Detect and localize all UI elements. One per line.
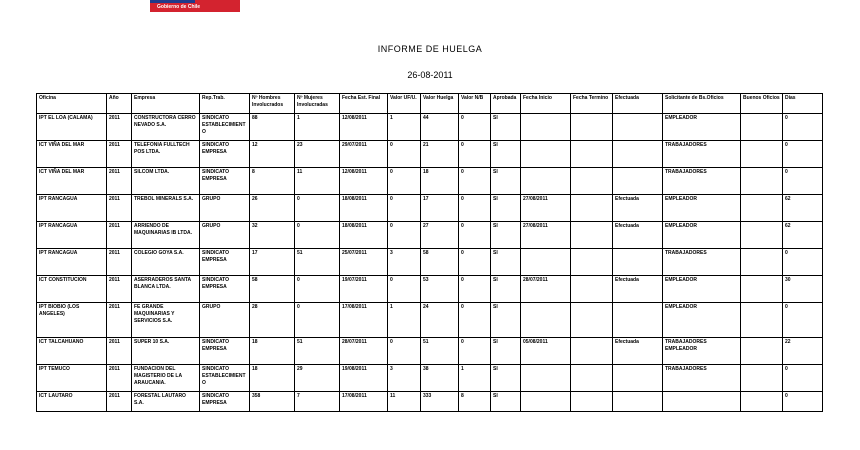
table-cell: 27/08/2011 — [521, 222, 571, 249]
table-cell: GRUPO — [200, 222, 250, 249]
table-cell: 3 — [388, 249, 421, 276]
table-cell — [521, 114, 571, 141]
table-cell: 8 — [459, 392, 491, 412]
table-cell: IPT RANCAGUA — [37, 249, 107, 276]
table-cell — [571, 195, 613, 222]
table-cell — [571, 392, 613, 412]
table-cell: SILCOM LTDA. — [132, 168, 200, 195]
table-cell: 2011 — [107, 303, 132, 338]
table-cell: TRABAJADORES — [663, 168, 741, 195]
table-cell — [571, 276, 613, 303]
table-cell: 17 — [421, 195, 459, 222]
table-row — [37, 168, 823, 195]
table-cell: 28/07/2011 — [521, 276, 571, 303]
column-header: Días — [783, 94, 823, 114]
table-cell: 2011 — [107, 249, 132, 276]
table-cell: ICT LAUTARO — [37, 392, 107, 412]
table-cell: 19/08/2011 — [340, 365, 388, 392]
table-cell: SINDICATO ESTABLECIMIENTO — [200, 114, 250, 141]
column-header: Nº Mujeres Involucradas — [295, 94, 340, 114]
table-cell: 17/08/2011 — [340, 303, 388, 338]
table-cell: 18/08/2011 — [340, 222, 388, 249]
table-cell: IPT BIOBIO (LOS ANGELES) — [37, 303, 107, 338]
column-header: Fecha Termino — [571, 94, 613, 114]
table-cell — [741, 141, 783, 168]
table-cell: 58 — [421, 249, 459, 276]
table-cell: 11 — [295, 168, 340, 195]
table-cell: 28/07/2011 — [340, 338, 388, 365]
table-cell: 12/08/2011 — [340, 168, 388, 195]
table-cell: 19/07/2011 — [340, 276, 388, 303]
table-cell — [571, 168, 613, 195]
table-cell: TELEFONIA FULLTECH POS LTDA. — [132, 141, 200, 168]
table-row — [37, 303, 823, 338]
table-cell: IPT RANCAGUA — [37, 195, 107, 222]
table-cell: SINDICATO ESTABLECIMIENTO — [200, 365, 250, 392]
table-cell: 44 — [421, 114, 459, 141]
table-cell: TRABAJADORES — [663, 141, 741, 168]
table-cell: 0 — [783, 303, 823, 338]
table-cell: 26 — [250, 195, 295, 222]
table-cell: SI — [491, 222, 521, 249]
table-cell: SI — [491, 365, 521, 392]
table-cell — [741, 338, 783, 365]
logo-text: Gobierno de Chile — [150, 3, 240, 12]
table-row — [37, 338, 823, 365]
table-cell — [741, 249, 783, 276]
column-header: Año — [107, 94, 132, 114]
table-row — [37, 249, 823, 276]
table-cell: 7 — [295, 392, 340, 412]
table-cell — [571, 303, 613, 338]
table-cell: 2011 — [107, 276, 132, 303]
table-cell — [571, 365, 613, 392]
table-cell — [571, 114, 613, 141]
table-cell: 0 — [388, 195, 421, 222]
table-row — [37, 222, 823, 249]
table-cell: 2011 — [107, 168, 132, 195]
table-cell: 30 — [783, 276, 823, 303]
table-cell: 0 — [295, 303, 340, 338]
logo-red-block — [195, 0, 240, 3]
table-cell: 2011 — [107, 222, 132, 249]
table-cell: 11 — [388, 392, 421, 412]
table-cell: EMPLEADOR — [663, 114, 741, 141]
table-cell: ASERRADEROS SANTA BLANCA LTDA. — [132, 276, 200, 303]
column-header: Efectuada — [613, 94, 663, 114]
table-cell: SI — [491, 276, 521, 303]
table-cell: IPT RANCAGUA — [37, 222, 107, 249]
table-cell: SUPER 10 S.A. — [132, 338, 200, 365]
report-title: INFORME DE HUELGA — [377, 44, 483, 54]
table-cell — [613, 249, 663, 276]
table-cell: 358 — [250, 392, 295, 412]
table-cell: 2011 — [107, 114, 132, 141]
table-cell — [741, 195, 783, 222]
table-cell: SINDICATO EMPRESA — [200, 392, 250, 412]
table-cell: FUNDACION DEL MAGISTERIO DE LA ARAUCANIA. — [132, 365, 200, 392]
table-cell: SI — [491, 338, 521, 365]
table-cell: 0 — [459, 222, 491, 249]
table-cell: 0 — [459, 195, 491, 222]
table-cell: 18 — [250, 365, 295, 392]
table-cell: 27/08/2011 — [521, 195, 571, 222]
table-cell: 0 — [459, 168, 491, 195]
table-cell: 0 — [783, 168, 823, 195]
table-cell: 0 — [459, 303, 491, 338]
gobierno-logo — [150, 0, 240, 12]
table-cell: 0 — [459, 249, 491, 276]
table-cell — [741, 168, 783, 195]
table-cell: SI — [491, 303, 521, 338]
table-cell: 1 — [295, 114, 340, 141]
table-cell: 8 — [250, 168, 295, 195]
table-cell — [521, 303, 571, 338]
table-cell — [741, 222, 783, 249]
table-cell: Efectuada — [613, 222, 663, 249]
table-cell: EMPLEADOR — [663, 303, 741, 338]
table-cell: 29 — [295, 365, 340, 392]
table-cell: 17 — [250, 249, 295, 276]
table-cell: Efectuada — [613, 276, 663, 303]
table-cell: 2011 — [107, 392, 132, 412]
table-cell: SI — [491, 195, 521, 222]
table-cell: SI — [491, 141, 521, 168]
table-cell: 23 — [295, 141, 340, 168]
table-row — [37, 276, 823, 303]
table-cell — [613, 392, 663, 412]
table-cell: ICT VIÑA DEL MAR — [37, 168, 107, 195]
table-cell: 333 — [421, 392, 459, 412]
table-row — [37, 392, 823, 412]
column-header: Aprobada — [491, 94, 521, 114]
table-cell: SINDICATO EMPRESA — [200, 141, 250, 168]
table-cell: 2011 — [107, 141, 132, 168]
table-cell — [741, 276, 783, 303]
table-cell: SI — [491, 114, 521, 141]
column-header: Solicitante de Bs.Oficios — [663, 94, 741, 114]
table-row — [37, 195, 823, 222]
table-cell: TRABAJADORES — [663, 249, 741, 276]
table-cell: 32 — [250, 222, 295, 249]
table-cell: COLEGIO GOYA S.A. — [132, 249, 200, 276]
table-cell: ICT TALCAHUANO — [37, 338, 107, 365]
table-cell: 1 — [388, 114, 421, 141]
column-header: Buenos Oficios — [741, 94, 783, 114]
table-cell: 0 — [388, 168, 421, 195]
table-cell — [663, 392, 741, 412]
table-cell: FE GRANDE MAQUINARIAS Y SERVICIOS S.A. — [132, 303, 200, 338]
table-cell — [521, 365, 571, 392]
table-cell: GRUPO — [200, 303, 250, 338]
table-cell: 51 — [295, 338, 340, 365]
table-cell: CONSTRUCTORA CERRO NEVADO S.A. — [132, 114, 200, 141]
table-cell: SI — [491, 392, 521, 412]
table-cell: FORESTAL LAUTARO S.A. — [132, 392, 200, 412]
column-header: Nº Hombres Involucrados — [250, 94, 295, 114]
table-cell: 2011 — [107, 195, 132, 222]
table-cell: SINDICATO EMPRESA — [200, 249, 250, 276]
table-cell: 12/08/2011 — [340, 114, 388, 141]
table-header-row — [37, 94, 823, 114]
table-cell: 18 — [421, 168, 459, 195]
table-cell: 12 — [250, 141, 295, 168]
table-cell — [613, 168, 663, 195]
table-cell: 17/08/2011 — [340, 392, 388, 412]
table-cell — [741, 114, 783, 141]
table-cell — [741, 303, 783, 338]
table-cell: TRABAJADORES — [663, 365, 741, 392]
table-cell — [521, 249, 571, 276]
table-cell: 0 — [388, 141, 421, 168]
table-cell: 0 — [388, 338, 421, 365]
column-header: Valor N/B — [459, 94, 491, 114]
table-cell — [741, 365, 783, 392]
report-date: 26-08-2011 — [407, 70, 453, 80]
table-row — [37, 365, 823, 392]
table-cell: 24 — [421, 303, 459, 338]
table-cell: 62 — [783, 195, 823, 222]
table-cell: IPT EL LOA (CALAMA) — [37, 114, 107, 141]
table-cell: 28 — [250, 303, 295, 338]
table-cell: 0 — [388, 222, 421, 249]
table-row — [37, 141, 823, 168]
table-cell — [571, 141, 613, 168]
table-cell: TREBOL MINERALS S.A. — [132, 195, 200, 222]
column-header: Fecha Est. Final — [340, 94, 388, 114]
table-cell — [741, 392, 783, 412]
table-cell: IPT TEMUCO — [37, 365, 107, 392]
table-cell: EMPLEADOR — [663, 195, 741, 222]
table-cell: 0 — [295, 195, 340, 222]
table-cell: EMPLEADOR — [663, 222, 741, 249]
table-cell: SINDICATO EMPRESA — [200, 338, 250, 365]
table-cell: 53 — [421, 276, 459, 303]
table-cell — [613, 303, 663, 338]
table-cell — [571, 338, 613, 365]
table-cell: 1 — [388, 303, 421, 338]
column-header: Oficina — [37, 94, 107, 114]
table-cell — [521, 392, 571, 412]
table-cell: 58 — [250, 276, 295, 303]
table-row — [37, 114, 823, 141]
table-cell: GRUPO — [200, 195, 250, 222]
table-cell — [613, 365, 663, 392]
table-cell: 51 — [421, 338, 459, 365]
table-cell: SINDICATO EMPRESA — [200, 168, 250, 195]
table-cell — [571, 249, 613, 276]
table-cell: 0 — [295, 276, 340, 303]
table-cell: 27 — [421, 222, 459, 249]
table-cell: 38 — [421, 365, 459, 392]
table-cell: 0 — [459, 114, 491, 141]
strike-report-table — [36, 93, 823, 412]
table-cell: 29/07/2011 — [340, 141, 388, 168]
table-cell: SINDICATO EMPRESA — [200, 276, 250, 303]
table-cell: 22 — [783, 338, 823, 365]
column-header: Rep.Trab. — [200, 94, 250, 114]
table-cell: 2011 — [107, 338, 132, 365]
table-cell: 18 — [250, 338, 295, 365]
table-cell: 88 — [250, 114, 295, 141]
column-header: Empresa — [132, 94, 200, 114]
table-cell — [521, 141, 571, 168]
table-cell — [571, 222, 613, 249]
table-cell: ICT CONSTITUCION — [37, 276, 107, 303]
table-cell: 0 — [459, 141, 491, 168]
table-cell: 62 — [783, 222, 823, 249]
table-cell: 18/08/2011 — [340, 195, 388, 222]
table-cell: 3 — [388, 365, 421, 392]
column-header: Fecha Inicio — [521, 94, 571, 114]
table-cell — [613, 141, 663, 168]
table-cell: 25/07/2011 — [340, 249, 388, 276]
table-cell: 21 — [421, 141, 459, 168]
table-cell — [521, 168, 571, 195]
table-cell: TRABAJADORES EMPLEADOR — [663, 338, 741, 365]
table-cell: 0 — [783, 249, 823, 276]
table-cell — [613, 114, 663, 141]
table-cell: 0 — [459, 338, 491, 365]
table-cell: SI — [491, 168, 521, 195]
table-cell: 0 — [783, 141, 823, 168]
table-cell: EMPLEADOR — [663, 276, 741, 303]
table-cell: 0 — [388, 276, 421, 303]
table-cell: Efectuada — [613, 338, 663, 365]
table-cell: 0 — [783, 365, 823, 392]
table-cell: 2011 — [107, 365, 132, 392]
table-cell: 0 — [783, 114, 823, 141]
column-header: Valor UF/U. — [388, 94, 421, 114]
table-cell: ARRIENDO DE MAQUINARIAS IB LTDA. — [132, 222, 200, 249]
table-cell: Efectuada — [613, 195, 663, 222]
table-cell: 0 — [295, 222, 340, 249]
table-cell: 1 — [459, 365, 491, 392]
column-header: Valor Huelga — [421, 94, 459, 114]
table-cell: 05/08/2011 — [521, 338, 571, 365]
table-cell: 0 — [783, 392, 823, 412]
table-cell: 0 — [459, 276, 491, 303]
table-cell: SI — [491, 249, 521, 276]
table-cell: 51 — [295, 249, 340, 276]
table-cell: ICT VIÑA DEL MAR — [37, 141, 107, 168]
